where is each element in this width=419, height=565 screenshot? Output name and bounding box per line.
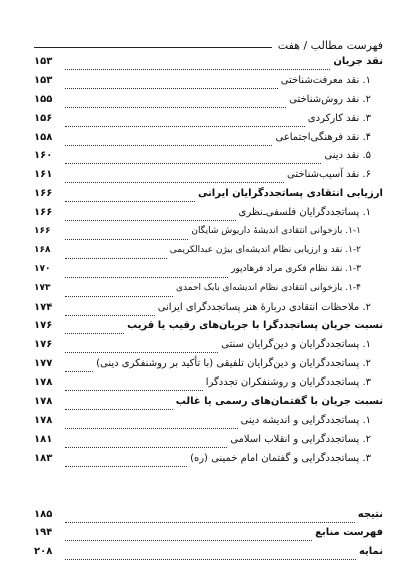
toc-entry-title: نمایه (358, 546, 383, 558)
toc-entry (34, 339, 383, 358)
dot-leader (65, 250, 167, 259)
toc-entry (34, 245, 383, 264)
toc-entry-title: ۱-۲. نقد و ارزیابی نظام اندیشه‌ای بیژن عبدالکریمی (169, 244, 361, 255)
dot-leader (65, 401, 173, 410)
toc-entry-title: ۲. ملاحظات انتقادی دربارهٔ هنر پساتجددگرای ایرانی (157, 301, 371, 313)
toc-entry (34, 226, 383, 245)
toc-page-number: ۱۷۶ (34, 339, 53, 351)
toc-page-number: ۱۹۴ (34, 527, 53, 539)
toc-entry-title: نسبت جریان پساتجددگرا با جریان‌های رقیب یا قریب (127, 320, 383, 332)
dot-leader (65, 532, 312, 541)
toc-entry (34, 527, 383, 546)
toc-entry (34, 415, 383, 434)
toc-page-number: ۱۶۶ (34, 188, 53, 200)
toc-entry (34, 546, 383, 565)
toc-page-number: ۱۶۶ (34, 226, 51, 237)
toc-entry (34, 264, 383, 283)
toc-entry (34, 113, 383, 132)
toc-entry-title: ۳. پساتجددگرایان و روشنفکران تجددگرا (205, 377, 371, 389)
dot-leader (65, 231, 188, 240)
toc-page-number: ۱۶۱ (34, 169, 53, 181)
toc-entry (34, 75, 383, 94)
toc-entry (34, 150, 383, 169)
dot-leader (65, 307, 155, 316)
toc-page-number: ۱۷۸ (34, 396, 53, 408)
toc-entry-title: ۵. نقد دینی (324, 150, 371, 162)
toc-page-number: ۱۶۶ (34, 207, 53, 219)
toc-page-number: ۱۷۷ (34, 358, 53, 370)
toc-entry (34, 132, 383, 151)
toc-page-number: ۱۷۸ (34, 414, 53, 426)
toc-entry-title: ۶. نقد آسیب‌شناختی (287, 169, 371, 181)
toc-entry-title: ۴. نقد فرهنگی‌اجتماعی (275, 131, 371, 143)
dot-leader (65, 99, 286, 108)
toc-entry-title: ۱-۱. بازخوانی انتقادی اندیشهٔ داریوش شایگان (191, 226, 361, 237)
dot-leader (65, 269, 228, 278)
toc-entry-title: نقد جریان (333, 56, 383, 67)
toc-page-number: ۱۷۶ (34, 320, 53, 332)
toc-entry (34, 453, 383, 472)
toc-entry (34, 188, 383, 207)
toc-entry-title: ۲. نقد روش‌شناختی (289, 93, 371, 105)
dot-leader (65, 155, 321, 164)
toc-page-number: ۱۵۳ (34, 56, 53, 67)
toc-entry (34, 283, 383, 302)
toc-entry-title: ۱. پساتجددگرایی و اندیشه دینی (240, 414, 371, 426)
dot-leader (65, 193, 195, 202)
dot-leader (65, 174, 284, 183)
toc-entry (34, 396, 383, 415)
dot-leader (65, 458, 187, 467)
toc-entry-title: ۱-۴. بازخوانی انتقادی نظام اندیشه‌ای بابک احمدی (175, 282, 361, 293)
toc-entry-title: ۲. پساتجددگرایان و دین‌گرایان تلفیقی (با تأکید بر روشنفکری دینی) (96, 358, 371, 370)
toc-entry (34, 434, 383, 453)
toc-entry (34, 169, 383, 188)
table-of-contents (34, 56, 383, 565)
dot-leader (65, 61, 330, 70)
toc-entry-title: ۱. پساتجددگرایان و دین‌گرایان سنتی (221, 339, 371, 351)
toc-entry (34, 358, 383, 377)
toc-page-number: ۱۸۵ (34, 508, 53, 520)
toc-entry-title: ۱. نقد معرفت‌شناختی (280, 74, 371, 86)
dot-leader (65, 420, 238, 429)
toc-page-number: ۱۷۰ (34, 263, 51, 274)
header-title: فهرست مطالب / هفت (277, 39, 383, 52)
dot-leader (65, 514, 355, 523)
dot-leader (65, 118, 305, 127)
toc-page-number: ۱۷۸ (34, 377, 53, 389)
toc-entry-title: ۳. نقد کارکردی (307, 112, 371, 124)
dot-leader (65, 288, 173, 297)
toc-page-number: ۱۸۱ (34, 433, 53, 445)
dot-leader (65, 325, 124, 334)
toc-page-number: ۱۵۸ (34, 131, 53, 143)
toc-entry (34, 56, 383, 75)
dot-leader (65, 212, 236, 221)
toc-page-number: ۱۵۳ (34, 74, 53, 86)
toc-page-number: ۱۷۳ (34, 282, 51, 293)
toc-page-number: ۱۵۵ (34, 93, 53, 105)
header-rule (34, 47, 272, 48)
toc-entry (34, 302, 383, 321)
toc-entry-title: ارزیابی انتقادی پساتجددگرایان ایرانی (197, 188, 383, 200)
toc-entry-title: نسبت جریان با گفتمان‌های رسمی یا غالب (175, 396, 383, 408)
toc-entry-title: ۱-۳. نقد نظام فکری مراد فرهادپور (231, 263, 361, 274)
toc-page-number: ۱۶۸ (34, 244, 51, 255)
dot-leader (65, 382, 203, 391)
dot-leader (65, 137, 272, 146)
toc-entry (34, 509, 383, 528)
toc-entry (34, 94, 383, 113)
dot-leader (65, 363, 93, 372)
toc-page-number: ۲۰۸ (34, 546, 53, 558)
toc-entry-title: ۳. پساتجددگرایی و گفتمان امام خمینی (ره) (190, 452, 371, 464)
toc-entry-title: نتیجه (357, 508, 383, 520)
toc-entry-title: ۲. پساتجددگرایی و انقلاب اسلامی (230, 433, 371, 445)
dot-leader (65, 344, 218, 353)
toc-page-number: ۱۵۶ (34, 112, 53, 124)
toc-page-number: ۱۷۴ (34, 301, 53, 313)
toc-entry-title: فهرست منابع (315, 527, 383, 539)
toc-entry-title: ۱. پساتجددگرایان فلسفی‌ـ‌نظری (238, 207, 371, 219)
toc-entry (34, 320, 383, 339)
dot-leader (65, 439, 227, 448)
toc-page-number: ۱۸۳ (34, 452, 53, 464)
toc-page-number: ۱۶۰ (34, 150, 53, 162)
toc-entry (34, 207, 383, 226)
toc-entry (34, 377, 383, 396)
dot-leader (65, 80, 278, 89)
dot-leader (65, 551, 356, 560)
running-header (34, 34, 383, 52)
